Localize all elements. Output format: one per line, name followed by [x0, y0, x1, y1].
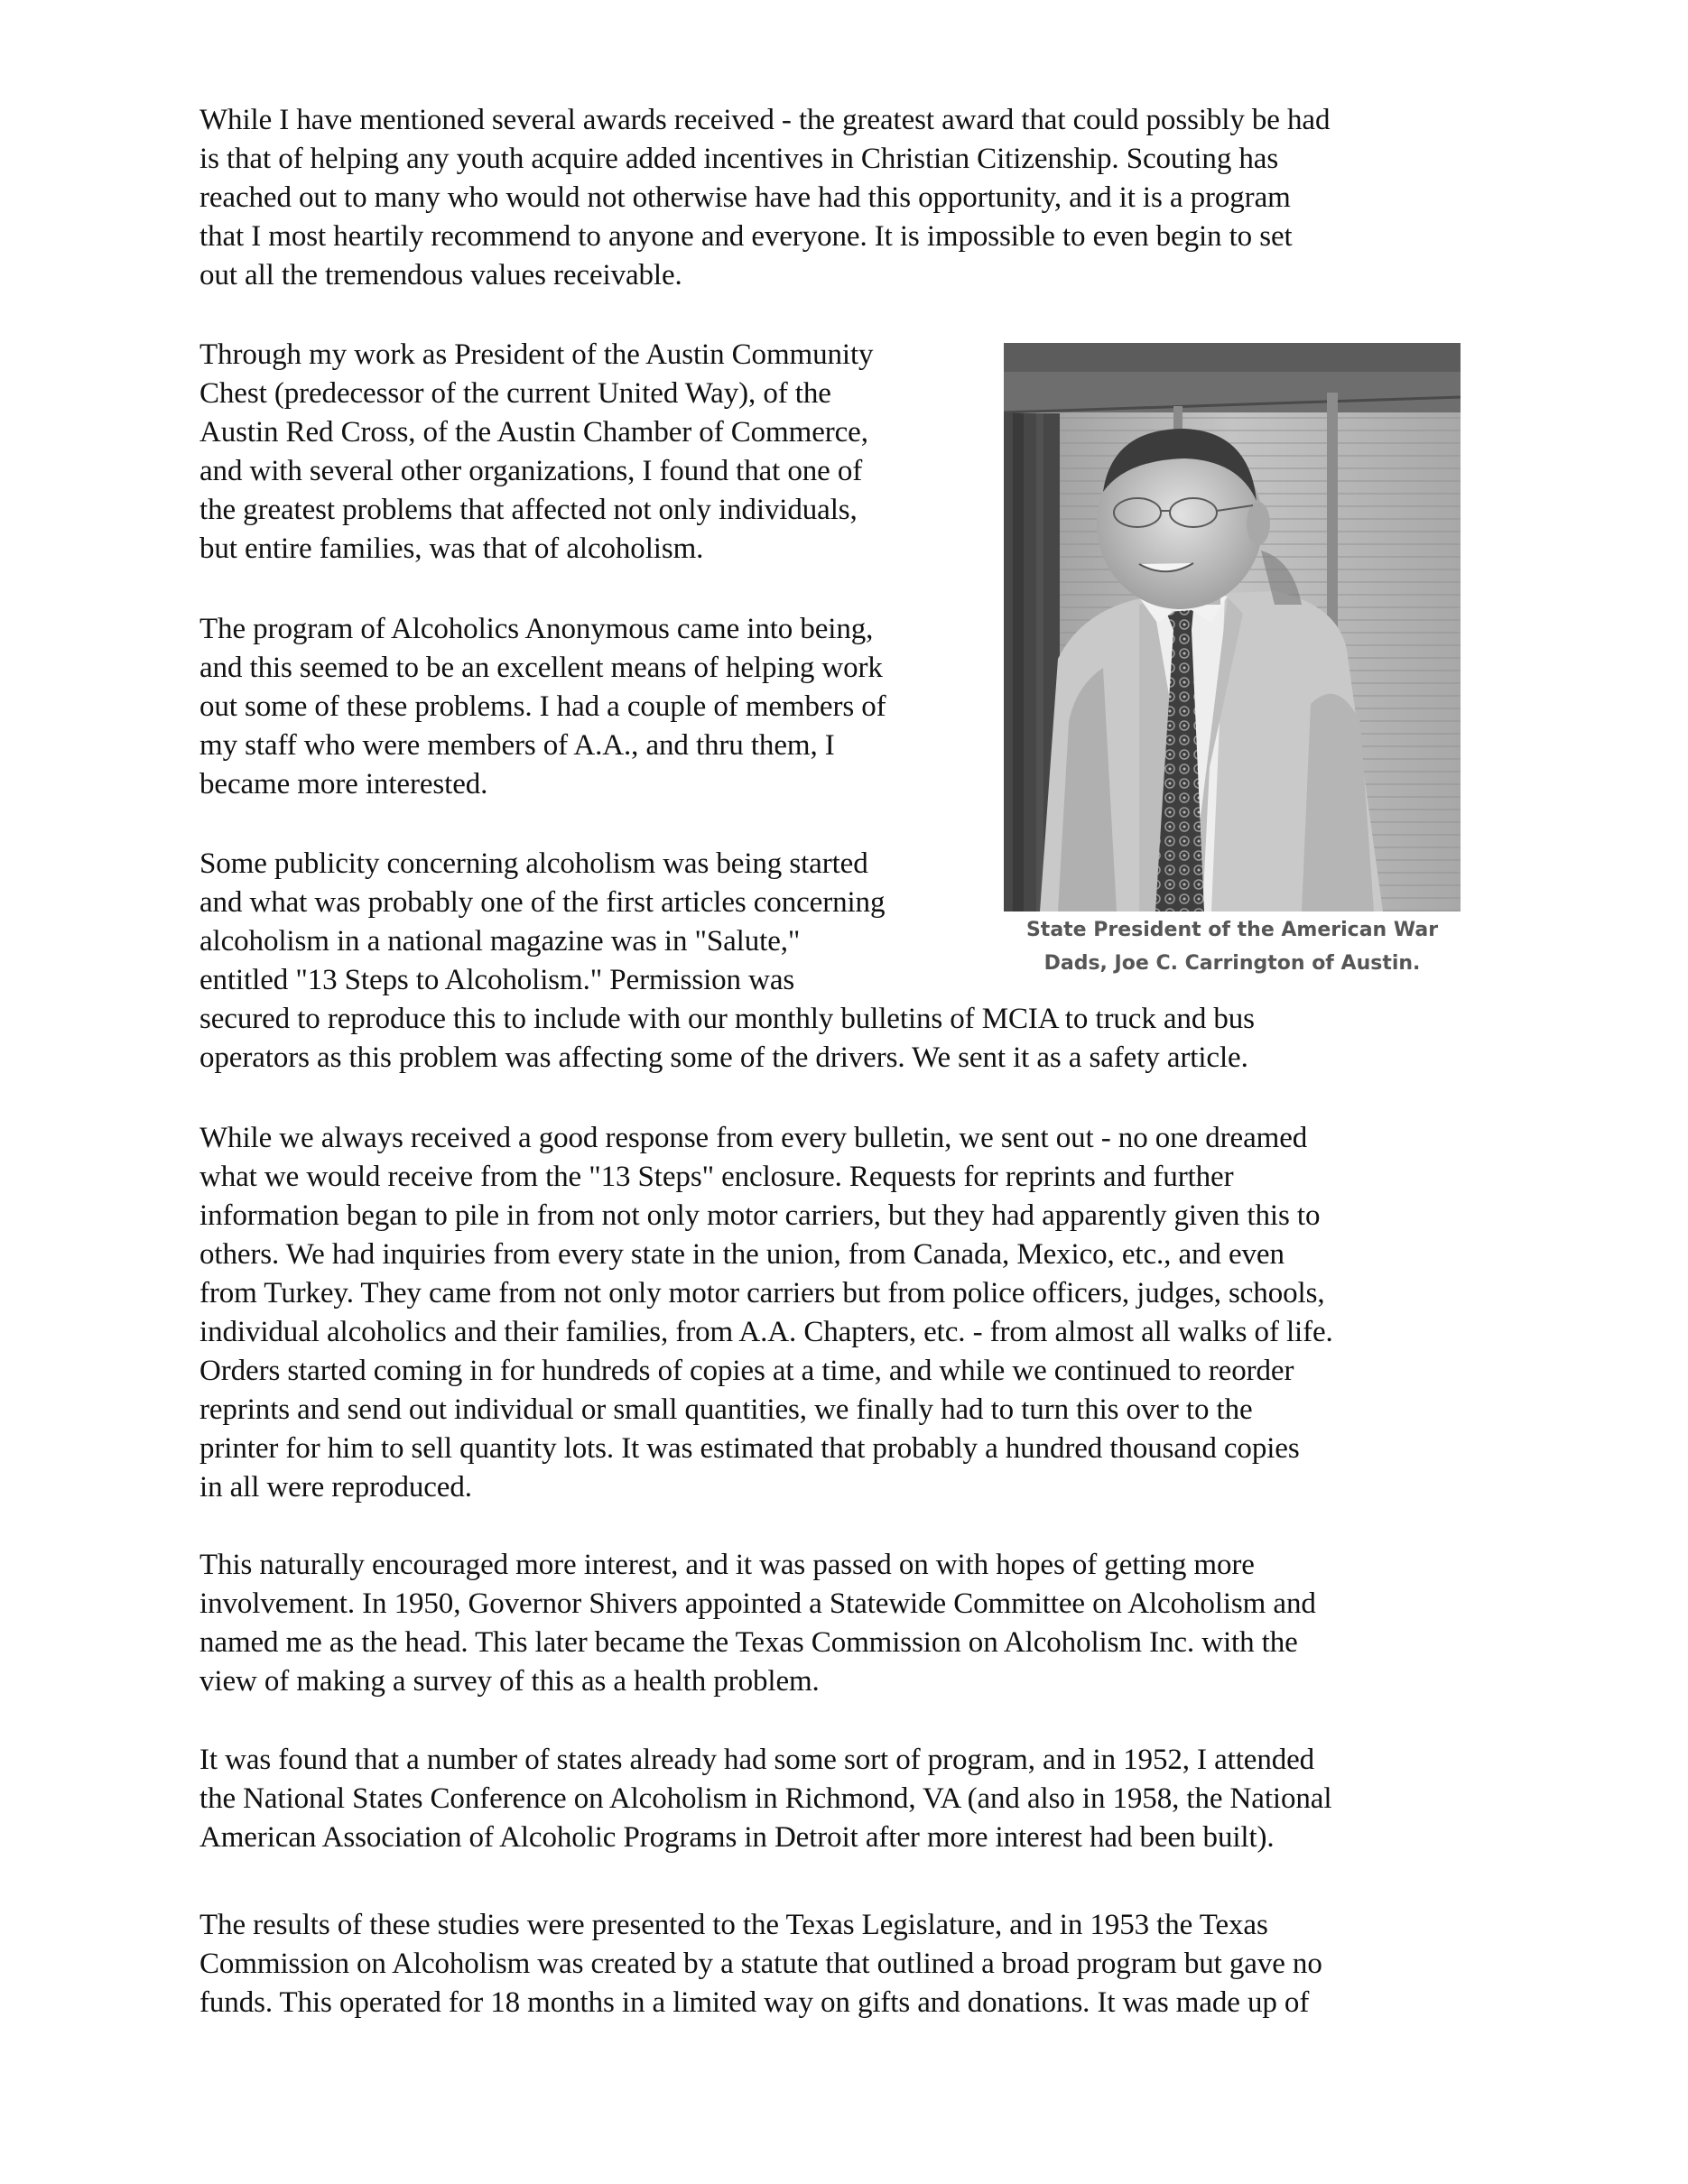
- text-line: the greatest problems that affected not only individuals,: [199, 494, 858, 526]
- text-line: While we always received a good response from every bulletin, we sent out - no one dreamed: [199, 1122, 1308, 1154]
- text-line: and with several other organizations, I found that one of: [199, 455, 863, 487]
- paragraph-alcoholics-anonymous: [199, 610, 886, 804]
- text-line: Through my work as President of the Austin Community: [199, 338, 874, 371]
- text-line: out some of these problems. I had a couple of members of: [199, 690, 886, 723]
- text-line: and this seemed to be an excellent means of helping work: [199, 652, 883, 684]
- text-line: Chest (predecessor of the current United Way), of the: [199, 377, 831, 410]
- text-line: alcoholism in a national magazine was in "Salute,": [199, 925, 801, 958]
- text-line: named me as the head. This later became the Texas Commission on Alcoholism Inc. with the: [199, 1626, 1298, 1659]
- text-line: reprints and send out individual or small quantities, we finally had to turn this over to the: [199, 1393, 1253, 1426]
- text-line: Commission on Alcoholism was created by a statute that outlined a broad program but gave no: [199, 1948, 1322, 1980]
- text-line: but entire families, was that of alcoholism.: [199, 532, 704, 565]
- text-line: view of making a survey of this as a health problem.: [199, 1665, 820, 1698]
- text-line: The results of these studies were presented to the Texas Legislature, and in 1953 the Texas: [199, 1909, 1268, 1941]
- paragraph-texas-legislature: [199, 1906, 1322, 2022]
- text-line: funds. This operated for 18 months in a limited way on gifts and donations. It was made up of: [199, 1986, 1310, 2019]
- text-line: others. We had inquiries from every state in the union, from Canada, Mexico, etc., and even: [199, 1238, 1285, 1271]
- text-line: what we would receive from the "13 Steps" enclosure. Requests for reprints and further: [199, 1161, 1234, 1193]
- text-line: the National States Conference on Alcoholism in Richmond, VA (and also in 1958, the National: [199, 1782, 1332, 1815]
- text-line: from Turkey. They came from not only motor carriers but from police officers, judges, schools,: [199, 1277, 1325, 1309]
- paragraph-community-chest: [199, 336, 873, 569]
- text-line: reached out to many who would not otherwise have had this opportunity, and it is a program: [199, 181, 1291, 214]
- caption-line: State President of the American War: [1025, 919, 1439, 941]
- text-line: Orders started coming in for hundreds of copies at a time, and while we continued to reorder: [199, 1355, 1294, 1387]
- paragraph-awards: [199, 101, 1330, 295]
- text-line: The program of Alcoholics Anonymous came into being,: [199, 613, 874, 645]
- text-line: became more interested.: [199, 768, 488, 800]
- text-line: It was found that a number of states already had some sort of program, and in 1952, I attended: [199, 1744, 1315, 1776]
- text-line: and what was probably one of the first articles concerning: [199, 886, 886, 919]
- text-line: entitled "13 Steps to Alcoholism." Permission was: [199, 964, 795, 996]
- text-line: Austin Red Cross, of the Austin Chamber of Commerce,: [199, 416, 868, 449]
- paragraph-national-conference: [199, 1741, 1331, 1857]
- paragraph-statewide-committee: [199, 1546, 1316, 1701]
- portrait-photo-graphic: [1004, 343, 1461, 912]
- paragraph-bulletin-response: [199, 1119, 1333, 1507]
- text-line: out all the tremendous values receivable.: [199, 259, 682, 292]
- text-line: Some publicity concerning alcoholism was being started: [199, 847, 868, 880]
- text-line: operators as this problem was affecting some of the drivers. We sent it as a safety article.: [199, 1041, 1248, 1074]
- text-line: American Association of Alcoholic Programs in Detroit after more interest had been built).: [199, 1821, 1275, 1854]
- text-line: that I most heartily recommend to anyone and everyone. It is impossible to even begin to set: [199, 220, 1293, 253]
- text-line: While I have mentioned several awards received - the greatest award that could possibly be had: [199, 104, 1331, 136]
- text-line: secured to reproduce this to include with our monthly bulletins of MCIA to truck and bus: [199, 1003, 1255, 1035]
- text-line: in all were reproduced.: [199, 1471, 472, 1504]
- text-line: is that of helping any youth acquire added incentives in Christian Citizenship. Scouting has: [199, 143, 1279, 175]
- photo-caption: [993, 913, 1471, 980]
- text-line: information began to pile in from not only motor carriers, but they had apparently given this to: [199, 1199, 1321, 1232]
- caption-line: Dads, Joe C. Carrington of Austin.: [1043, 952, 1421, 975]
- text-line: individual alcoholics and their families, from A.A. Chapters, etc. - from almost all walks of life.: [199, 1316, 1333, 1348]
- text-line: printer for him to sell quantity lots. It was estimated that probably a hundred thousand copies: [199, 1432, 1300, 1465]
- text-line: my staff who were members of A.A., and thru them, I: [199, 729, 835, 762]
- text-line: involvement. In 1950, Governor Shivers appointed a Statewide Committee on Alcoholism and: [199, 1587, 1316, 1620]
- portrait-photo: [1004, 343, 1461, 912]
- text-line: This naturally encouraged more interest, and it was passed on with hopes of getting more: [199, 1549, 1255, 1581]
